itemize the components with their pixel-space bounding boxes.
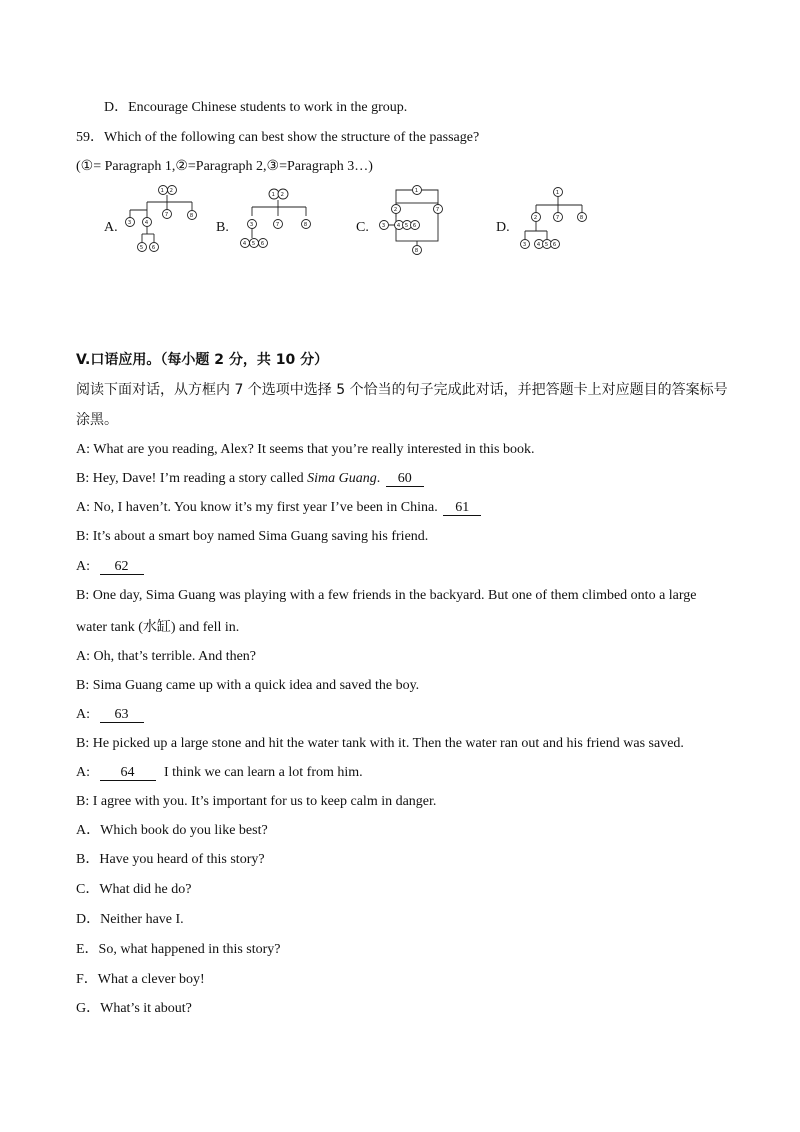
dialogue-line-12-text: I think we can learn a lot from him. [164,765,363,780]
dialogue-line-8: A: Oh, that’s terrible. And then? [76,649,257,664]
option-g: G．What’s it about? [76,1001,192,1016]
svg-text:8: 8 [579,215,584,221]
svg-text:5: 5 [544,242,549,248]
section-5-heading: V.口语应用。（每小题 2 分，共 10 分） [76,352,329,368]
svg-text:3: 3 [522,242,527,248]
svg-text:5: 5 [404,223,409,229]
answer-blank-61: 61 [443,500,481,516]
dialogue-line-3-text: A: No, I haven’t. You know it’s my first year I’ve been in China. [76,500,438,515]
svg-text:3: 3 [249,222,254,228]
dialogue-line-5 [76,558,146,576]
svg-text:3: 3 [127,220,132,226]
dialogue-line-5-speaker: A: [76,559,90,574]
dialogue-line-3 [76,499,483,517]
svg-text:8: 8 [189,213,194,219]
q59-option-c-label: C. [356,220,369,235]
dialogue-line-12-speaker: A: [76,765,90,780]
svg-text:3: 3 [381,223,386,229]
dialogue-line-6: B: One day, Sima Guang was playing with a few friends in the backyard. But one of them climbed onto a large [76,588,697,603]
dialogue-line-9: B: Sima Guang came up with a quick idea and saved the boy. [76,678,420,693]
answer-blank-63: 63 [100,707,144,723]
svg-text:6: 6 [260,241,265,247]
dialogue-line-1: A: What are you reading, Alex? It seems that you’re really interested in this book. [76,442,535,457]
svg-text:1: 1 [555,190,560,196]
dialogue-line-7: water tank (水缸) and fell in. [76,620,240,635]
svg-text:8: 8 [303,222,308,228]
q59-stem: 59．Which of the following can best show the structure of the passage? [76,130,480,145]
svg-text:4: 4 [536,242,541,248]
dialogue-line-12 [76,764,363,782]
svg-text:4: 4 [396,223,401,229]
svg-text:6: 6 [552,242,557,248]
svg-text:2: 2 [280,192,284,198]
dialogue-line-13: B: I agree with you. It’s important for us to keep calm in danger. [76,794,437,809]
q58-option-d: D．Encourage Chinese students to work in the group. [104,100,408,115]
svg-text:5: 5 [251,241,256,247]
svg-text:1: 1 [414,188,419,194]
svg-text:8: 8 [414,248,419,254]
svg-text:5: 5 [139,245,144,251]
q59-option-d-label: D. [496,220,510,235]
option-a: A．Which book do you like best? [76,823,268,838]
svg-text:4: 4 [242,241,247,247]
option-e: E．So, what happened in this story? [76,942,281,957]
svg-text:6: 6 [151,245,156,251]
dialogue-line-10 [76,706,146,724]
q59-option-a-label: A. [104,220,118,235]
q59-option-b-label: B. [216,220,229,235]
section-5-instructions-line-1: 阅读下面对话，从方框内 7 个选项中选择 5 个恰当的句子完成此对话，并把答题卡上对应题目的答案标号 [76,382,728,398]
svg-text:7: 7 [275,222,280,228]
svg-text:2: 2 [393,207,398,213]
svg-text:7: 7 [555,215,560,221]
dialogue-line-2-text: B: Hey, Dave! I’m reading a story called [76,471,308,486]
dialogue-line-11: B: He picked up a large stone and hit the water tank with it. Then the water ran out and his friend was saved. [76,736,684,751]
dialogue-line-2-period: . [376,471,381,486]
q59-legend: (①= Paragraph 1,②=Paragraph 2,③=Paragraph 3…) [76,159,373,174]
story-title: Sima Guang [307,471,377,486]
svg-text:7: 7 [164,212,169,218]
svg-text:2: 2 [169,188,173,194]
structure-diagram-b [236,183,316,258]
option-f: F．What a clever boy! [76,972,205,987]
dialogue-line-4: B: It’s about a smart boy named Sima Guang saving his friend. [76,529,429,544]
option-b: B．Have you heard of this story? [76,852,265,867]
svg-text:1: 1 [271,192,275,198]
answer-blank-60: 60 [386,471,424,487]
svg-text:2: 2 [533,215,538,221]
svg-text:6: 6 [412,223,417,229]
structure-diagram-a [120,182,200,257]
dialogue-line-2 [76,470,426,488]
section-5-instructions-line-2: 涂黑。 [76,412,118,428]
structure-diagram-c [378,181,458,261]
option-d: D．Neither have I. [76,912,184,927]
answer-blank-64: 64 [100,765,156,781]
dialogue-line-10-speaker: A: [76,707,90,722]
option-c: C．What did he do? [76,882,192,897]
svg-text:1: 1 [160,188,164,194]
structure-diagram-d [514,183,594,258]
answer-blank-62: 62 [100,559,144,575]
svg-text:7: 7 [435,207,440,213]
svg-text:4: 4 [144,220,149,226]
